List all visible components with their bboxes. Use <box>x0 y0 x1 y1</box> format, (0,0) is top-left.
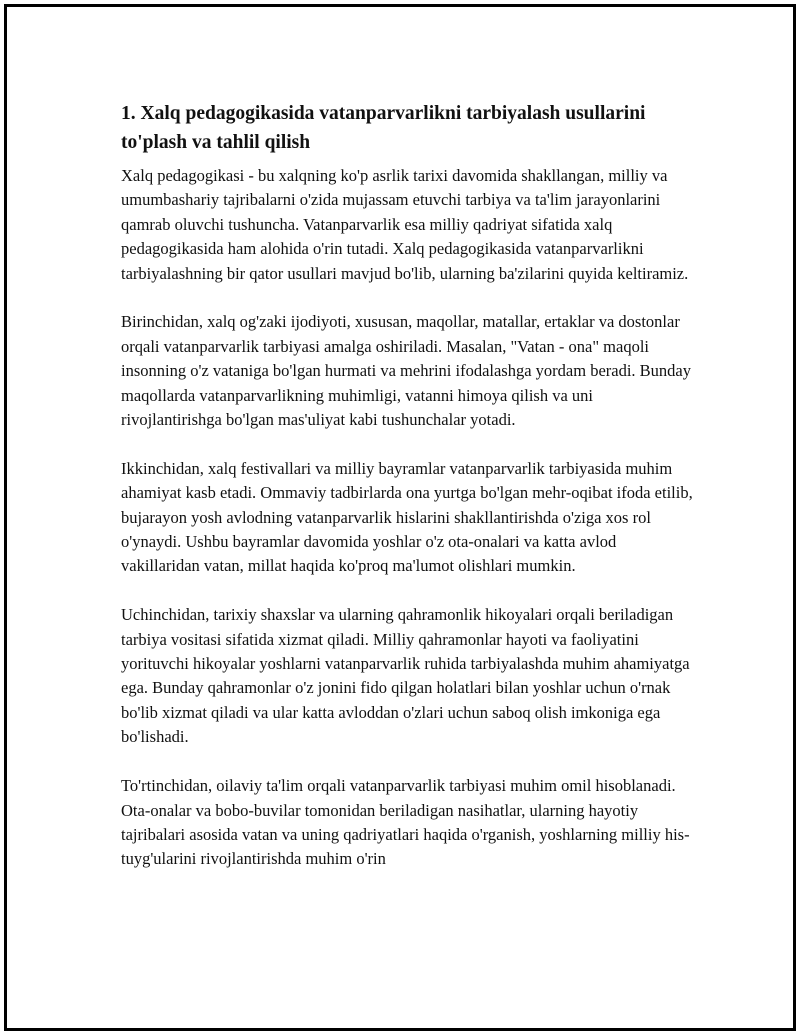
page-frame <box>4 4 796 1031</box>
paragraph-second: Ikkinchidan, xalq festivallari va milliy bayramlar vatanparvarlik tarbiyasida muhim ahamiyat kasb etadi. Ommaviy tadbirlarda ona yurtga bo'lgan mehr-oqibat ifoda etilib, bujarayon yosh avlodning vatanparvarlik hislarini shakllantirishda o'ziga xos rol o'ynaydi. Ushbu bayramlar davomida yoshlar o'z ota-onalari va katta avlod vakillaridan vatan, millat haqida ko'proq ma'lumot olishlari mumkin. <box>121 458 693 576</box>
document-body <box>121 99 696 896</box>
paragraph-third: Uchinchidan, tarixiy shaxslar va ularning qahramonlik hikoyalari orqali beriladigan tarbiya vositasi sifatida xizmat qiladi. Milliy qahramonlar hayoti va faoliyatini yorituvchi hikoyalar yoshlarni vatanparvarlik ruhida tarbiyalashda muhim ahamiyatga ega. Bunday qahramonlar o'z jonini fido qilgan holatlari bilan yoshlar uchun o'rnak bo'lib xizmat qiladi va ular katta avloddan o'zlari uchun saboq olish imkoniga ega bo'lishadi. <box>121 605 690 747</box>
paragraph-first: Birinchidan, xalq og'zaki ijodiyoti, xususan, maqollar, matallar, ertaklar va dostonlar orqali vatanparvarlik tarbiyasi amalga oshiriladi. Masalan, "Vatan - ona" maqoli insonning o'z vataniga bo'lgan hurmati va mehrini ifodalashga yordam beradi. Bunday maqollarda vatanparvarlikning muhimligi, vatanni himoya qilish va uni rivojlantirishga bo'lgan mas'uliyat kabi tushunchalar yotadi. <box>121 312 692 430</box>
paragraph-intro: Xalq pedagogikasi - bu xalqning ko'p asrlik tarixi davomida shakllangan, milliy va umumbashariy tajribalarni o'zida mujassam etuvchi tarbiya va ta'lim jarayonlarini qamrab oluvchi tushuncha. Vatanparvarlik esa milliy qadriyat sifatida xalq pedagogikasida ham alohida o'rin tutadi. Xalq pedagogikasida vatanparvarlikni tarbiyalashning bir qator usullari mavjud bo'lib, ularning ba'zilarini quyida keltiramiz. <box>121 166 689 283</box>
paragraph-fourth: To'rtinchidan, oilaviy ta'lim orqali vatanparvarlik tarbiyasi muhim omil hisoblanadi. Ota-onalar va bobo-buvilar tomonidan beriladigan nasihatlar, ularning hayotiy tajribalari asosida vatan va uning qadriyatlari haqida o'rganish, yoshlarning milliy his-tuyg'ularini rivojlantirishda muhim o'rin <box>121 776 690 869</box>
section-heading: 1. Xalq pedagogikasida vatanparvarlikni tarbiyalash usullarini to'plash va tahlil qilish <box>121 103 646 153</box>
